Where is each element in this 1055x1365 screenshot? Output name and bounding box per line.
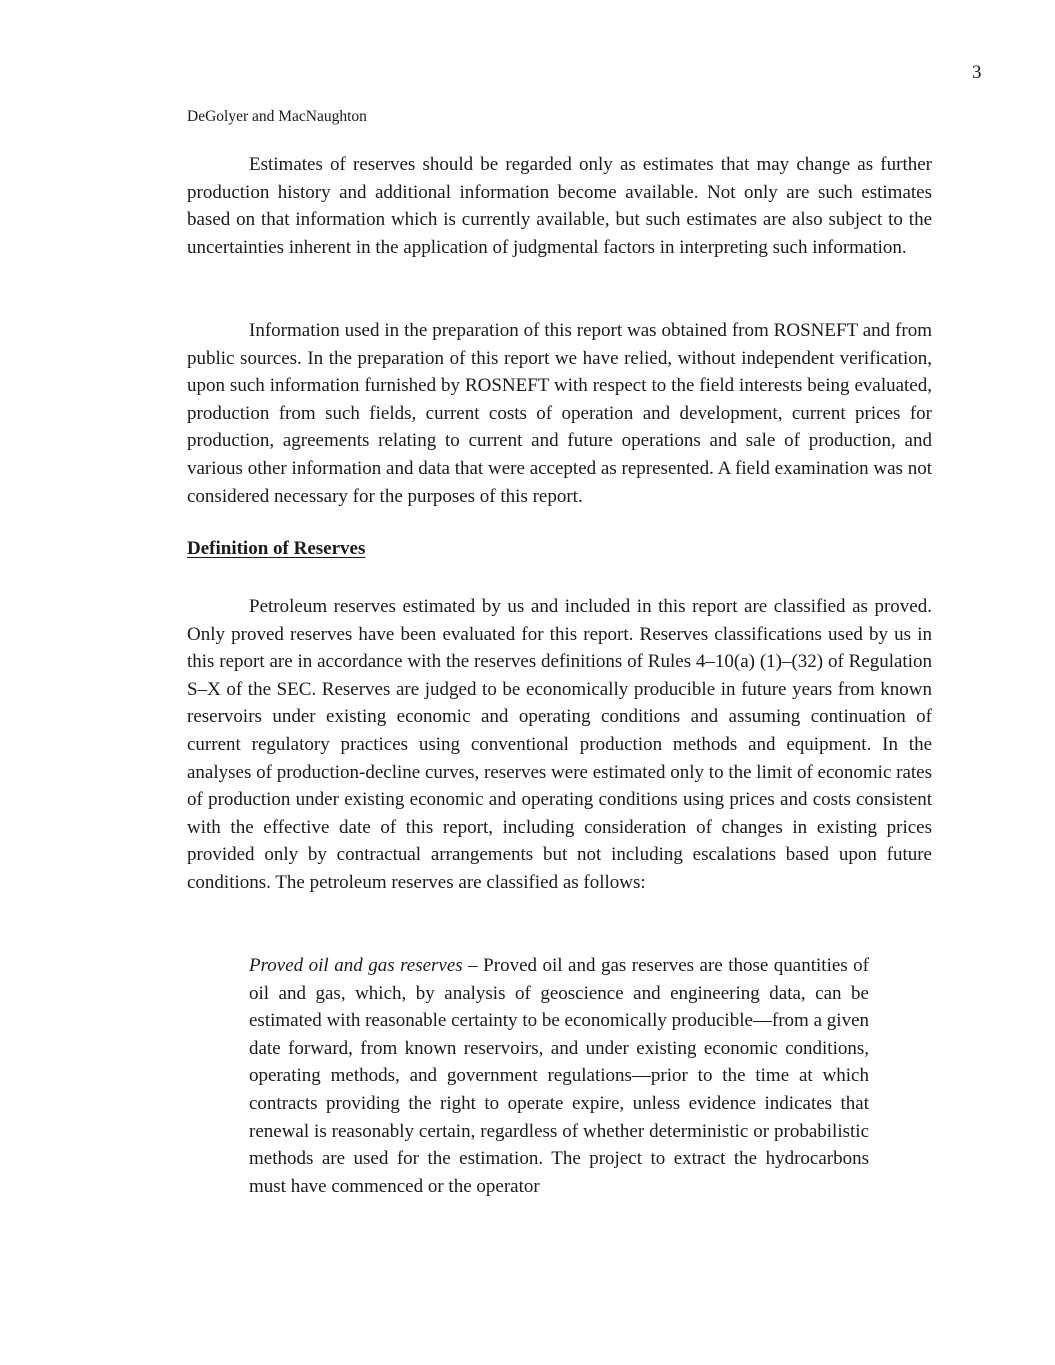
- definition-term: Proved oil and gas reserves: [249, 955, 463, 976]
- paragraph-information-sources: Information used in the preparation of this report was obtained from ROSNEFT and from public sources. In the preparation of this report we have relied, without independent verification, upon such information furnished by ROSNEFT with respect to the field interests being evaluated, production from such fields, current costs of operation and development, current prices for production, agreements relating to current and future operations and sale of production, and various other information and data that were accepted as represented. A field examination was not considered necessary for the purposes of this report.: [187, 320, 932, 507]
- section-heading: Definition of Reserves: [187, 538, 366, 559]
- definition-block: [249, 952, 869, 1200]
- definition-text: – Proved oil and gas reserves are those quantities of oil and gas, which, by analysis of geoscience and engineering data, can be estimated with reasonable certainty to be economically producible—from a given date forward, from known reservoirs, and under existing economic conditions, operating methods, and government regulations—prior to the time at which contracts providing the right to operate expire, unless evidence indicates that renewal is reasonably certain, regardless of whether deterministic or probabilistic methods are used for the estimation. The project to extract the hydrocarbons must have commenced or the operator: [249, 955, 869, 1197]
- paragraph-estimates: Estimates of reserves should be regarded only as estimates that may change as further production history and additional information become available. Not only are such estimates based on that information which is currently available, but such estimates are also subject to the uncertainties inherent in the application of judgmental factors in interpreting such information.: [187, 154, 932, 258]
- running-header: DeGolyer and MacNaughton: [187, 108, 367, 125]
- page-number: 3: [972, 62, 982, 83]
- paragraph-definition-of-reserves: Petroleum reserves estimated by us and included in this report are classified as proved. Only proved reserves have been evaluated for this report. Reserves classifications used by us in this report are in accordance with the reserves definitions of Rules 4–10(a) (1)–(32) of Regulation S–X of the SEC. Reserves are judged to be economically producible in future years from known reservoirs under existing economic and operating conditions and assuming continuation of current regulatory practices using conventional production methods and equipment. In the analyses of production-decline curves, reserves were estimated only to the limit of economic rates of production under existing economic and operating conditions using prices and costs consistent with the effective date of this report, including consideration of changes in existing prices provided only by contractual arrangements but not including escalations based upon future conditions. The petroleum reserves are classified as follows:: [187, 596, 932, 893]
